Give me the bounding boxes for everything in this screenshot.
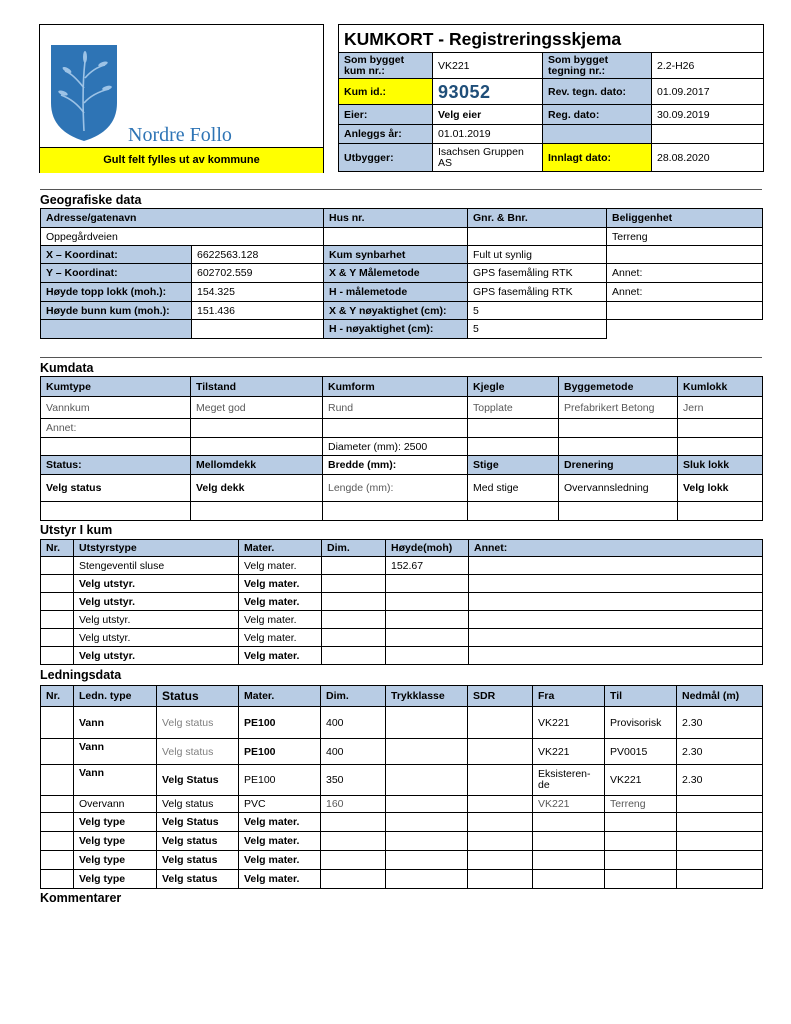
value-eier[interactable]: Velg eier: [433, 105, 543, 125]
empty-cell: [323, 419, 468, 438]
label-reg-dato: Reg. dato:: [543, 105, 652, 125]
label-rev-tegn-dato: Rev. tegn. dato:: [543, 79, 652, 105]
ledning-header: Ledn. type: [74, 686, 157, 707]
utstyr-header: Dim.: [322, 540, 386, 557]
ledning-mater-select[interactable]: Velg mater.: [239, 813, 321, 832]
ledning-sdr[interactable]: [468, 851, 533, 870]
geo-annet[interactable]: [607, 246, 763, 264]
ledning-dim[interactable]: 400: [321, 739, 386, 765]
empty-cell: [559, 502, 678, 521]
utstyr-mater-select[interactable]: Velg mater.: [239, 575, 322, 593]
label-kum-id: Kum id.:: [339, 79, 433, 105]
utstyr-header: Mater.: [239, 540, 322, 557]
ledning-nr[interactable]: [41, 870, 74, 889]
ledning-nedmal[interactable]: [677, 832, 763, 851]
ledning-dim[interactable]: 400: [321, 707, 386, 739]
ledning-fra[interactable]: VK221: [533, 739, 605, 765]
utstyr-annet[interactable]: [469, 593, 763, 611]
ledning-fra[interactable]: VK221: [533, 796, 605, 813]
ledning-status-select[interactable]: Velg Status: [157, 813, 239, 832]
utstyr-nr[interactable]: [41, 629, 74, 647]
ledning-trykklasse[interactable]: [386, 739, 468, 765]
geo-husnr-value[interactable]: [324, 228, 468, 246]
empty-cell: [559, 438, 678, 456]
ledning-til[interactable]: PV0015: [605, 739, 677, 765]
utstyr-mater-select[interactable]: Velg mater.: [239, 629, 322, 647]
ledning-trykklasse[interactable]: [386, 765, 468, 796]
ledning-sdr[interactable]: [468, 832, 533, 851]
section-title-geo: Geografiske data: [40, 193, 142, 207]
geo-label: X & Y Målemetode: [324, 264, 468, 283]
ledning-sdr[interactable]: [468, 765, 533, 796]
empty-cell: [191, 502, 323, 521]
geo-label: X & Y nøyaktighet (cm):: [324, 302, 468, 320]
ledning-nr[interactable]: [41, 765, 74, 796]
label-innlagt-dato: Innlagt dato:: [543, 144, 652, 172]
geo-beliggenhet-value[interactable]: Terreng: [607, 228, 763, 246]
ledning-header: Dim.: [321, 686, 386, 707]
geo-header-gnr: Gnr. & Bnr.: [468, 209, 607, 228]
ledning-table: [40, 685, 763, 889]
utstyr-type-select[interactable]: Velg utstyr.: [74, 647, 239, 665]
value-som-bygget-kum[interactable]: VK221: [433, 53, 543, 79]
empty-cell: [191, 438, 323, 456]
kum-header: Kumtype: [41, 377, 191, 397]
value-utbygger[interactable]: Isachsen Gruppen AS: [433, 144, 543, 172]
ledning-mater-select[interactable]: Velg mater.: [239, 851, 321, 870]
ledning-sdr[interactable]: [468, 739, 533, 765]
ledning-type-select[interactable]: Vann: [74, 739, 157, 765]
geo-header-beliggenhet: Beliggenhet: [607, 209, 763, 228]
kum-value[interactable]: Rund: [323, 397, 468, 419]
utstyr-hoyde[interactable]: [386, 575, 469, 593]
geo-label: X – Koordinat:: [41, 246, 192, 264]
section-title-kommentarer: Kommentarer: [40, 891, 122, 905]
ledning-nr[interactable]: [41, 813, 74, 832]
ledning-header: Status: [157, 686, 239, 707]
kum-header: Kumlokk: [678, 377, 763, 397]
ledning-status-select[interactable]: Velg status: [157, 796, 239, 813]
geo-header-husnr: Hus nr.: [324, 209, 468, 228]
kum-header: Drenering: [559, 456, 678, 475]
ledning-nedmal[interactable]: [677, 813, 763, 832]
ledning-dim[interactable]: 160: [321, 796, 386, 813]
ledning-fra[interactable]: Eksisteren-de: [533, 765, 605, 796]
utstyr-hoyde[interactable]: [386, 593, 469, 611]
geo-annet[interactable]: Annet:: [607, 264, 763, 283]
label-som-bygget-tegning: Som bygget tegning nr.:: [543, 53, 652, 79]
section-rule: [40, 189, 762, 190]
ledning-type-select[interactable]: Velg type: [74, 851, 157, 870]
label-anleggs-ar: Anleggs år:: [339, 125, 433, 144]
kum-header: Stige: [468, 456, 559, 475]
utstyr-mater-select[interactable]: Velg mater.: [239, 647, 322, 665]
kum-header: Byggemetode: [559, 377, 678, 397]
ledning-status-select[interactable]: Velg status: [157, 832, 239, 851]
utstyr-type-select[interactable]: Velg utstyr.: [74, 593, 239, 611]
value-empty: [652, 125, 764, 144]
label-empty: [543, 125, 652, 144]
ledning-sdr[interactable]: [468, 870, 533, 889]
utstyr-hoyde[interactable]: [386, 611, 469, 629]
ledning-trykklasse[interactable]: [386, 796, 468, 813]
ledning-type-select[interactable]: Vann: [74, 707, 157, 739]
geo-label: Y – Koordinat:: [41, 264, 192, 283]
kum-header: Kumform: [323, 377, 468, 397]
utstyr-annet[interactable]: [469, 629, 763, 647]
kum-value[interactable]: Vannkum: [41, 397, 191, 419]
kum-value[interactable]: Meget god: [191, 397, 323, 419]
ledning-nedmal[interactable]: [677, 851, 763, 870]
utstyr-annet[interactable]: [469, 575, 763, 593]
ledning-header: Mater.: [239, 686, 321, 707]
value-innlagt-dato[interactable]: 28.08.2020: [652, 144, 764, 172]
ledning-fra[interactable]: [533, 851, 605, 870]
utstyr-header: Annet:: [469, 540, 763, 557]
kum-header: Tilstand: [191, 377, 323, 397]
ledning-status-select[interactable]: Velg Status: [157, 765, 239, 796]
utstyr-annet[interactable]: [469, 557, 763, 575]
utstyr-type-select[interactable]: Velg utstyr.: [74, 611, 239, 629]
section-title-ledning: Ledningsdata: [40, 668, 122, 682]
ledning-status-select[interactable]: Velg status: [157, 707, 239, 739]
ledning-nr[interactable]: [41, 796, 74, 813]
ledning-header: Trykklasse: [386, 686, 468, 707]
utstyr-mater-select[interactable]: Velg mater.: [239, 611, 322, 629]
utstyr-dim[interactable]: [322, 611, 386, 629]
utstyr-dim[interactable]: [322, 629, 386, 647]
kum-drenering-select[interactable]: Overvannsledning: [559, 475, 678, 502]
ledning-header: Nr.: [41, 686, 74, 707]
section-rule: [40, 357, 762, 358]
ledning-mater-select[interactable]: PE100: [239, 707, 321, 739]
utstyr-mater-select[interactable]: Velg mater.: [239, 557, 322, 575]
empty-cell: [468, 438, 559, 456]
kum-lengde[interactable]: Lengde (mm):: [323, 475, 468, 502]
ledning-type-select[interactable]: Velg type: [74, 832, 157, 851]
geo-address-value[interactable]: Oppegårdveien: [41, 228, 324, 246]
ledning-mater-select[interactable]: Velg mater.: [239, 832, 321, 851]
empty-cell: [191, 419, 323, 438]
yellow-field-notice: Gult felt fylles ut av kommune: [40, 147, 323, 173]
ledning-fra[interactable]: [533, 870, 605, 889]
geo-label: Kum synbarhet: [324, 246, 468, 264]
ledning-type-select[interactable]: Overvann: [74, 796, 157, 813]
value-kum-id[interactable]: 93052: [433, 79, 543, 105]
value-anleggs-ar[interactable]: 01.01.2019: [433, 125, 543, 144]
ledning-til[interactable]: [605, 851, 677, 870]
empty-cell: [41, 438, 191, 456]
utstyr-type-select[interactable]: Stengeventil sluse: [74, 557, 239, 575]
section-title-utstyr: Utstyr I kum: [40, 523, 113, 537]
utstyr-nr[interactable]: [41, 575, 74, 593]
kum-value[interactable]: Prefabrikert Betong: [559, 397, 678, 419]
ledning-mater-select[interactable]: PE100: [239, 739, 321, 765]
empty-cell: [678, 438, 763, 456]
ledning-nr[interactable]: [41, 851, 74, 870]
utstyr-dim[interactable]: [322, 575, 386, 593]
utstyr-header: Nr.: [41, 540, 74, 557]
ledning-til[interactable]: [605, 832, 677, 851]
ledning-nedmal[interactable]: [677, 796, 763, 813]
ledning-nr[interactable]: [41, 707, 74, 739]
municipal-shield-icon: [49, 43, 119, 143]
kum-stige-select[interactable]: Med stige: [468, 475, 559, 502]
kum-mellomdekk-select[interactable]: Velg dekk: [191, 475, 323, 502]
geo-value[interactable]: [192, 320, 324, 339]
empty-cell: [41, 502, 191, 521]
geo-gnr-value[interactable]: [468, 228, 607, 246]
ledning-trykklasse[interactable]: [386, 851, 468, 870]
geo-value[interactable]: 151.436: [192, 302, 324, 320]
ledning-header: SDR: [468, 686, 533, 707]
ledning-status-select[interactable]: Velg status: [157, 851, 239, 870]
ledning-type-select[interactable]: Velg type: [74, 813, 157, 832]
section-title-kum: Kumdata: [40, 361, 94, 375]
geo-label: H - målemetode: [324, 283, 468, 302]
utstyr-dim[interactable]: [322, 557, 386, 575]
ledning-til[interactable]: Provisorisk: [605, 707, 677, 739]
ledning-sdr[interactable]: [468, 707, 533, 739]
ledning-sdr[interactable]: [468, 796, 533, 813]
value-som-bygget-tegning[interactable]: 2.2-H26: [652, 53, 764, 79]
ledning-fra[interactable]: [533, 813, 605, 832]
kum-status-select[interactable]: Velg status: [41, 475, 191, 502]
kum-value[interactable]: Jern: [678, 397, 763, 419]
ledning-fra[interactable]: [533, 832, 605, 851]
kum-value[interactable]: Topplate: [468, 397, 559, 419]
geo-value[interactable]: 602702.559: [192, 264, 324, 283]
ledning-nedmal[interactable]: [677, 870, 763, 889]
ledning-dim[interactable]: 350: [321, 765, 386, 796]
ledning-trykklasse[interactable]: [386, 813, 468, 832]
utstyr-type-select[interactable]: Velg utstyr.: [74, 629, 239, 647]
ledning-dim[interactable]: [321, 813, 386, 832]
ledning-type-select[interactable]: Vann: [74, 765, 157, 796]
utstyr-header: Høyde(moh): [386, 540, 469, 557]
utstyr-dim[interactable]: [322, 647, 386, 665]
ledning-fra[interactable]: VK221: [533, 707, 605, 739]
utstyr-nr[interactable]: [41, 593, 74, 611]
label-som-bygget-kum: Som bygget kum nr.:: [339, 53, 433, 79]
geo-value[interactable]: GPS fasemåling RTK: [468, 264, 607, 283]
empty-cell: [323, 502, 468, 521]
ledning-header: Fra: [533, 686, 605, 707]
ledning-nr[interactable]: [41, 739, 74, 765]
ledning-trykklasse[interactable]: [386, 707, 468, 739]
geo-value[interactable]: GPS fasemåling RTK: [468, 283, 607, 302]
ledning-status-select[interactable]: Velg status: [157, 739, 239, 765]
ledning-trykklasse[interactable]: [386, 870, 468, 889]
comments-area[interactable]: [40, 908, 762, 1008]
utstyr-mater-select[interactable]: Velg mater.: [239, 593, 322, 611]
geo-value[interactable]: Fult ut synlig: [468, 246, 607, 264]
empty-cell: [678, 419, 763, 438]
ledning-dim[interactable]: [321, 832, 386, 851]
utstyr-header: Utstyrstype: [74, 540, 239, 557]
ledning-trykklasse[interactable]: [386, 832, 468, 851]
empty-cell: [678, 502, 763, 521]
utstyr-hoyde[interactable]: 152.67: [386, 557, 469, 575]
ledning-type-select[interactable]: Velg type: [74, 870, 157, 889]
page-title: KUMKORT - Registreringsskjema: [339, 25, 764, 53]
kum-annet[interactable]: Annet:: [41, 419, 191, 438]
utstyr-table: [40, 539, 763, 665]
utstyr-annet[interactable]: [469, 647, 763, 665]
empty-cell: [468, 502, 559, 521]
geo-label: Høyde topp lokk (moh.):: [41, 283, 192, 302]
logo-panel: [39, 24, 324, 173]
geo-table: [40, 208, 763, 339]
kum-header: Kjegle: [468, 377, 559, 397]
geo-annet[interactable]: Annet:: [607, 283, 763, 302]
ledning-dim[interactable]: [321, 851, 386, 870]
empty-cell: [468, 419, 559, 438]
utstyr-type-select[interactable]: Velg utstyr.: [74, 575, 239, 593]
utstyr-nr[interactable]: [41, 647, 74, 665]
kum-diameter[interactable]: Diameter (mm): 2500: [323, 438, 468, 456]
ledning-header: Til: [605, 686, 677, 707]
ledning-header: Nedmål (m): [677, 686, 763, 707]
ledning-mater-select[interactable]: PVC: [239, 796, 321, 813]
label-eier: Eier:: [339, 105, 433, 125]
geo-annet[interactable]: [607, 302, 763, 320]
ledning-nedmal[interactable]: 2.30: [677, 707, 763, 739]
utstyr-dim[interactable]: [322, 593, 386, 611]
geo-value[interactable]: 5: [468, 320, 607, 339]
label-utbygger: Utbygger:: [339, 144, 433, 172]
ledning-dim[interactable]: [321, 870, 386, 889]
geo-header-adresse: Adresse/gatenavn: [41, 209, 324, 228]
geo-annet: [607, 320, 763, 339]
ledning-mater-select[interactable]: Velg mater.: [239, 870, 321, 889]
ledning-til[interactable]: Terreng: [605, 796, 677, 813]
ledning-sdr[interactable]: [468, 813, 533, 832]
municipality-name: Nordre Follo: [128, 124, 232, 146]
ledning-nedmal[interactable]: 2.30: [677, 739, 763, 765]
utstyr-nr[interactable]: [41, 557, 74, 575]
ledning-til[interactable]: VK221: [605, 765, 677, 796]
value-reg-dato[interactable]: 30.09.2019: [652, 105, 764, 125]
kum-header: Sluk lokk: [678, 456, 763, 475]
kum-header: Bredde (mm):: [323, 456, 468, 475]
value-rev-tegn-dato[interactable]: 01.09.2017: [652, 79, 764, 105]
ledning-mater-select[interactable]: PE100: [239, 765, 321, 796]
ledning-nr[interactable]: [41, 832, 74, 851]
utstyr-hoyde[interactable]: [386, 647, 469, 665]
ledning-til[interactable]: [605, 870, 677, 889]
utstyr-annet[interactable]: [469, 611, 763, 629]
header-table: [338, 24, 764, 172]
utstyr-nr[interactable]: [41, 611, 74, 629]
utstyr-hoyde[interactable]: [386, 629, 469, 647]
kum-table: [40, 376, 763, 521]
geo-label: [41, 320, 192, 339]
geo-value[interactable]: 154.325: [192, 283, 324, 302]
geo-label: Høyde bunn kum (moh.):: [41, 302, 192, 320]
ledning-nedmal[interactable]: 2.30: [677, 765, 763, 796]
geo-value[interactable]: 6622563.128: [192, 246, 324, 264]
geo-value[interactable]: 5: [468, 302, 607, 320]
ledning-status-select[interactable]: Velg status: [157, 870, 239, 889]
empty-cell: [559, 419, 678, 438]
kum-header: Status:: [41, 456, 191, 475]
kum-sluklokk-select[interactable]: Velg lokk: [678, 475, 763, 502]
geo-label: H - nøyaktighet (cm):: [324, 320, 468, 339]
kum-header: Mellomdekk: [191, 456, 323, 475]
ledning-til[interactable]: [605, 813, 677, 832]
